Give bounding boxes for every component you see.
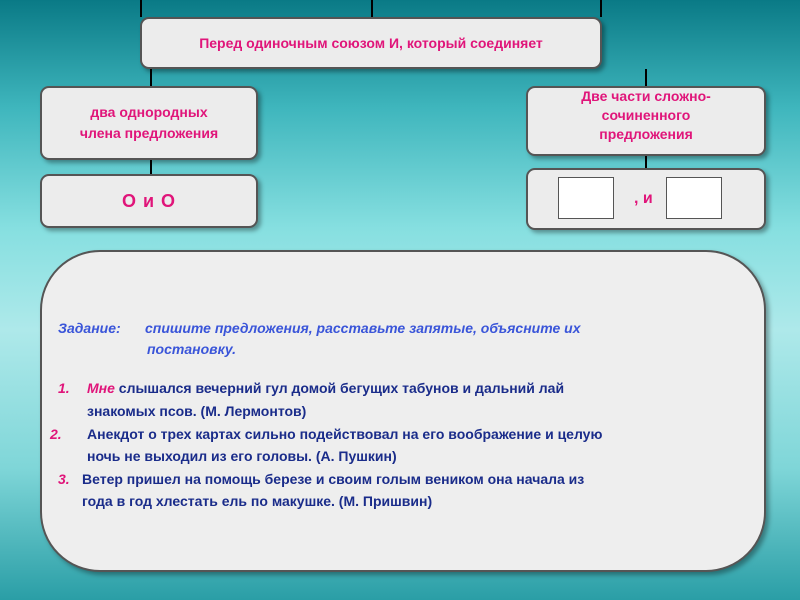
connector-line	[150, 69, 152, 86]
clause-square	[666, 177, 722, 219]
homogeneous-scheme-box	[40, 174, 258, 228]
connector-line	[645, 69, 647, 86]
task-instruction-line: постановку.	[147, 341, 236, 357]
sentence-line	[87, 380, 564, 396]
top-rule-text: Перед одиночным союзом И, который соединяет	[199, 35, 543, 51]
sentence-line: ночь не выходил из его головы. (А. Пушкин)	[87, 448, 397, 464]
left-box-line: два однородных	[90, 104, 208, 120]
sentence-text: слышался вечерний гул домой бегущих табунов и дальний лай	[114, 380, 565, 396]
task-panel	[40, 250, 766, 572]
right-box-line: Две части сложно-	[581, 87, 711, 104]
homogeneous-members-box	[40, 86, 258, 160]
item-number: 2.	[50, 426, 62, 442]
compound-scheme-text: , и	[634, 190, 653, 207]
right-box-line: предложения	[599, 125, 693, 142]
compound-scheme-box	[526, 168, 766, 230]
task-instruction-line: спишите предложения, расставьте запятые, объясните их	[145, 320, 581, 336]
sentence-line: года в год хлестать ель по макушке. (М. Пришвин)	[82, 493, 433, 509]
connector-line	[600, 0, 602, 17]
item-number: 1.	[58, 380, 70, 396]
task-label: Задание:	[58, 320, 121, 336]
connector-line	[371, 0, 373, 17]
compound-sentence-box	[526, 86, 766, 156]
right-box-line: сочиненного	[601, 106, 691, 123]
left-box-line: члена предложения	[79, 125, 219, 141]
item-number: 3.	[58, 471, 70, 487]
clause-square	[558, 177, 614, 219]
sentence-line: Ветер пришел на помощь березе и своим голым веником она начала из	[82, 471, 585, 487]
sentence-line: Анекдот о трех картах сильно подействовал на его воображение и целую	[87, 426, 603, 442]
connector-line	[645, 156, 647, 168]
sentence-lead: Мне	[87, 380, 115, 396]
connector-line	[140, 0, 142, 17]
homogeneous-scheme-text: О и О	[121, 190, 177, 211]
sentence-line: знакомых псов. (М. Лермонтов)	[87, 403, 307, 419]
connector-line	[150, 160, 152, 174]
top-rule-box	[140, 17, 602, 69]
